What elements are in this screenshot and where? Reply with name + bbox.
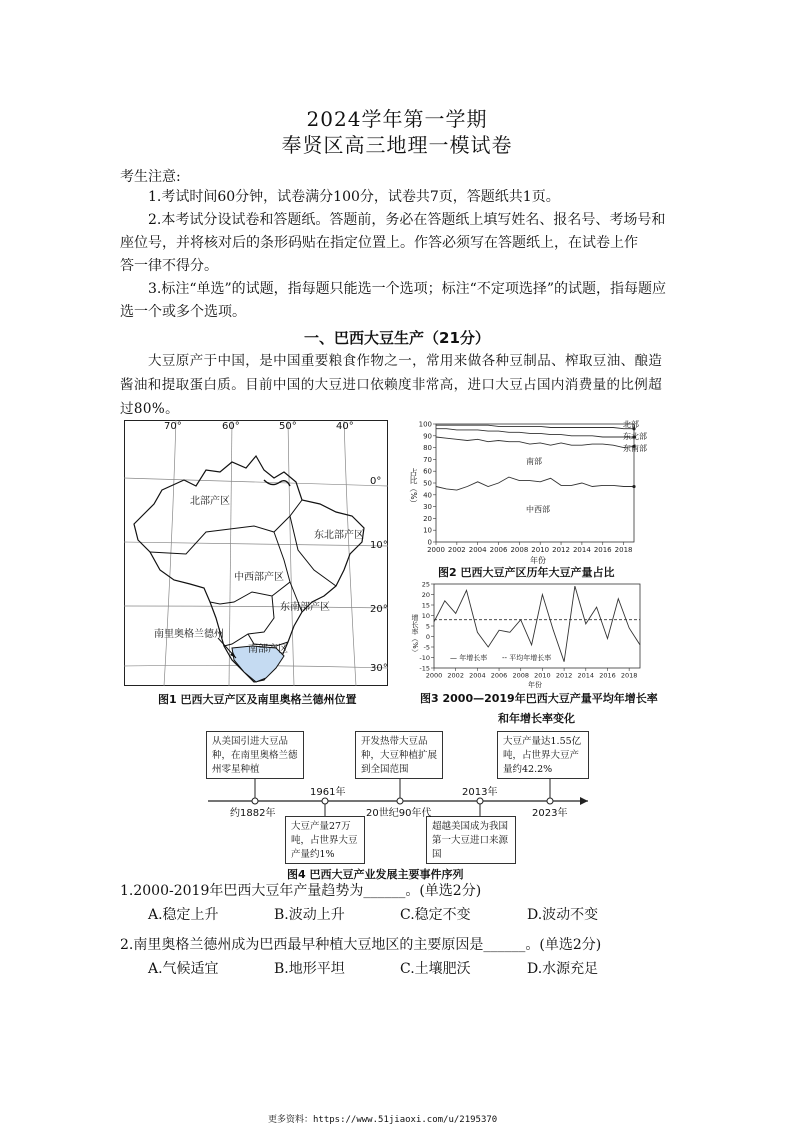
chart2-legend-southeast: 东南部 (623, 444, 647, 453)
question-2-stem: 2.南里奥格兰德州成为巴西最早种植大豆地区的主要原因是______。(单选2分) (120, 937, 602, 953)
notice-item-2a: 2.本考试分设试卷和答题纸。答题前，务必在答题纸上填写姓名、报名号、考场号和 (148, 212, 666, 228)
map-caption: 图1 巴西大豆产区及南里奥格兰德州位置 (158, 693, 357, 706)
timeline-event-2023: 大豆产量达1.55亿吨，占世界大豆产量约42.2% (497, 731, 589, 779)
series-line-0 (436, 425, 634, 429)
lat-label-20: 20° (370, 604, 388, 615)
y-tick-label: 20 (421, 591, 430, 599)
x-tick-label: 2008 (512, 671, 530, 680)
y-tick-label: 25 (421, 580, 430, 589)
y-tick-label: 30 (423, 503, 432, 512)
lat-label-10: 10° (370, 540, 388, 551)
chart2-figure (408, 416, 647, 568)
chart2-label-centerwest: 中西部 (526, 505, 550, 514)
x-tick-label: 2014 (572, 546, 591, 554)
chart2-ylabel: 占比（%） (409, 468, 418, 508)
chart2-label-south: 南部 (526, 457, 542, 466)
chart2-legend-northeast: 东北部 (623, 432, 647, 441)
lat-label-0: 0° (370, 476, 382, 487)
x-tick-label: 2014 (577, 671, 595, 680)
notice-item-3a: 3.标注“单选”的试题，指每题只能选一个选项；标注“不定项选择”的试题，指每题应 (148, 281, 666, 297)
timeline-figure (200, 728, 600, 878)
x-tick-label: 2004 (469, 671, 486, 680)
timeline-event-2013: 超越美国成为我国第一大豆进口来源国 (426, 816, 516, 864)
chart3-caption-1: 图3 2000—2019年巴西大豆产量平均年增长率 (420, 692, 658, 705)
intro-line-3: 过80%。 (120, 401, 180, 417)
y-tick-label: -15 (419, 664, 430, 673)
y-tick-label: 15 (421, 601, 430, 610)
lon-label-60: 60° (222, 421, 240, 432)
chart2-legend-north: 北部 (623, 420, 639, 429)
region-label-rs: 南里奥格兰德州 (154, 629, 224, 640)
timeline-year-2013: 2013年 (462, 787, 498, 798)
lat-label-30: 30° (370, 663, 388, 674)
section-title: 一、巴西大豆生产（21分） (304, 329, 490, 347)
question-2-option-c[interactable]: C.土壤肥沃 (400, 961, 471, 977)
question-2-option-d[interactable]: D.水源充足 (527, 961, 599, 977)
chart2-share-lines (408, 416, 644, 568)
region-label-southeast: 东南部产区 (280, 602, 330, 613)
question-1-option-c[interactable]: C.稳定不变 (400, 907, 471, 923)
series-line-1 (436, 429, 634, 437)
x-tick-label: 2018 (614, 546, 633, 554)
y-tick-label: 0 (425, 633, 430, 641)
notice-item-2b: 座位号，并将核对后的条形码贴在指定位置上。作答必须写在答题纸上，在试卷上作 (120, 235, 638, 251)
question-2-option-a[interactable]: A.气候适宜 (148, 961, 219, 977)
question-1-stem: 1.2000-2019年巴西大豆年产量趋势为______。(单选2分) (120, 883, 482, 899)
y-tick-label: 70 (423, 455, 432, 464)
question-1-option-d[interactable]: D.波动不变 (527, 907, 599, 923)
x-tick-label: 2006 (490, 671, 508, 680)
timeline-event-1882: 从美国引进大豆品种，在南里奥格兰德州零星种植 (206, 731, 304, 779)
intro-line-2: 酱油和提取蛋白质。目前中国的大豆进口依赖度非常高，进口大豆占国内消费量的比例超 (120, 377, 663, 393)
chart3-growth-lines (408, 580, 644, 690)
exam-title: 奉贤区高三地理一模试卷 (281, 133, 513, 157)
region-label-south: 南部产区 (248, 644, 288, 655)
plot-frame (436, 424, 634, 542)
y-tick-label: 40 (423, 491, 432, 500)
chart3-xlabel: 年份 (528, 681, 542, 689)
y-tick-label: 80 (423, 444, 432, 453)
series-end-dot-3 (632, 485, 635, 488)
y-tick-label: 10 (421, 612, 430, 620)
x-tick-label: 2010 (531, 546, 550, 554)
x-tick-label: 2018 (620, 671, 638, 680)
y-tick-label: 10 (423, 526, 432, 535)
region-label-northeast: 东北部产区 (314, 530, 364, 541)
x-tick-label: 2016 (599, 671, 616, 680)
y-tick-label: 0 (427, 538, 432, 547)
notice-heading: 考生注意: (120, 169, 181, 185)
notice-item-2c: 答一律不得分。 (120, 258, 218, 274)
chart3-figure (408, 580, 644, 690)
x-tick-label: 2010 (534, 671, 551, 680)
y-tick-label: 100 (418, 420, 432, 429)
x-tick-label: 2002 (447, 546, 466, 554)
footer-link[interactable]: 更多资料：https://www.51jiaoxi.com/u/2195370 (268, 1115, 498, 1125)
region-label-centerwest: 中西部产区 (234, 572, 284, 583)
x-tick-label: 2008 (510, 546, 529, 554)
x-tick-label: 2016 (593, 546, 612, 554)
chart3-legend-average: -- 平均年增长率 (502, 654, 552, 662)
y-tick-label: 60 (423, 467, 432, 476)
exam-year-title: 2024学年第一学期 (306, 107, 488, 131)
brazil-map-figure (124, 420, 388, 686)
notice-item-3b: 选一个或多个选项。 (120, 304, 246, 320)
y-tick-label: -10 (419, 654, 430, 662)
chart3-ylabel: 增长率（%） (411, 614, 419, 656)
series-line-0 (434, 586, 640, 662)
lon-label-40: 40° (336, 421, 354, 432)
x-tick-label: 2002 (447, 671, 464, 680)
question-1-option-b[interactable]: B.波动上升 (274, 907, 345, 923)
question-1-option-a[interactable]: A.稳定上升 (148, 907, 219, 923)
y-tick-label: 5 (425, 622, 430, 631)
region-label-north: 北部产区 (190, 496, 230, 507)
x-tick-label: 2004 (468, 546, 487, 554)
question-2-option-b[interactable]: B.地形平坦 (274, 961, 345, 977)
y-tick-label: 20 (423, 514, 432, 523)
y-tick-label: -5 (423, 643, 430, 652)
x-tick-label: 2000 (425, 671, 443, 680)
x-tick-label: 2012 (552, 546, 570, 554)
x-tick-label: 2012 (555, 671, 573, 680)
y-tick-label: 50 (423, 479, 432, 488)
y-tick-label: 90 (423, 432, 432, 441)
series-line-3 (436, 477, 634, 490)
intro-line-1: 大豆原产于中国，是中国重要粮食作物之一，常用来做各种豆制品、榨取豆油、酿造 (148, 353, 663, 369)
timeline-caption: 图4 巴西大豆产业发展主要事件序列 (287, 868, 464, 881)
notice-item-1: 1.考试时间60分钟，试卷满分100分，试卷共7页，答题纸共1页。 (148, 189, 560, 205)
timeline-year-1961: 1961年 (310, 787, 346, 798)
timeline-year-1882: 约1882年 (230, 808, 276, 819)
x-tick-label: 2006 (489, 546, 508, 554)
x-tick-label: 2000 (427, 546, 445, 554)
chart3-legend-annual: — 年增长率 (450, 654, 488, 662)
timeline-year-1990s: 20世纪90年代 (366, 808, 432, 819)
chart2-xlabel: 年份 (530, 556, 546, 565)
series-line-2 (436, 437, 634, 448)
timeline-year-2023: 2023年 (532, 808, 568, 819)
timeline-event-1961: 大豆产量27万吨，占世界大豆产量约1% (285, 816, 365, 864)
timeline-event-1990s: 开发热带大豆品种，大豆种植扩展到全国范围 (355, 731, 443, 779)
lon-label-70: 70° (164, 421, 182, 432)
chart2-caption: 图2 巴西大豆产区历年大豆产量占比 (438, 566, 615, 579)
chart3-caption-2: 和年增长率变化 (498, 712, 575, 725)
lon-label-50: 50° (279, 421, 297, 432)
